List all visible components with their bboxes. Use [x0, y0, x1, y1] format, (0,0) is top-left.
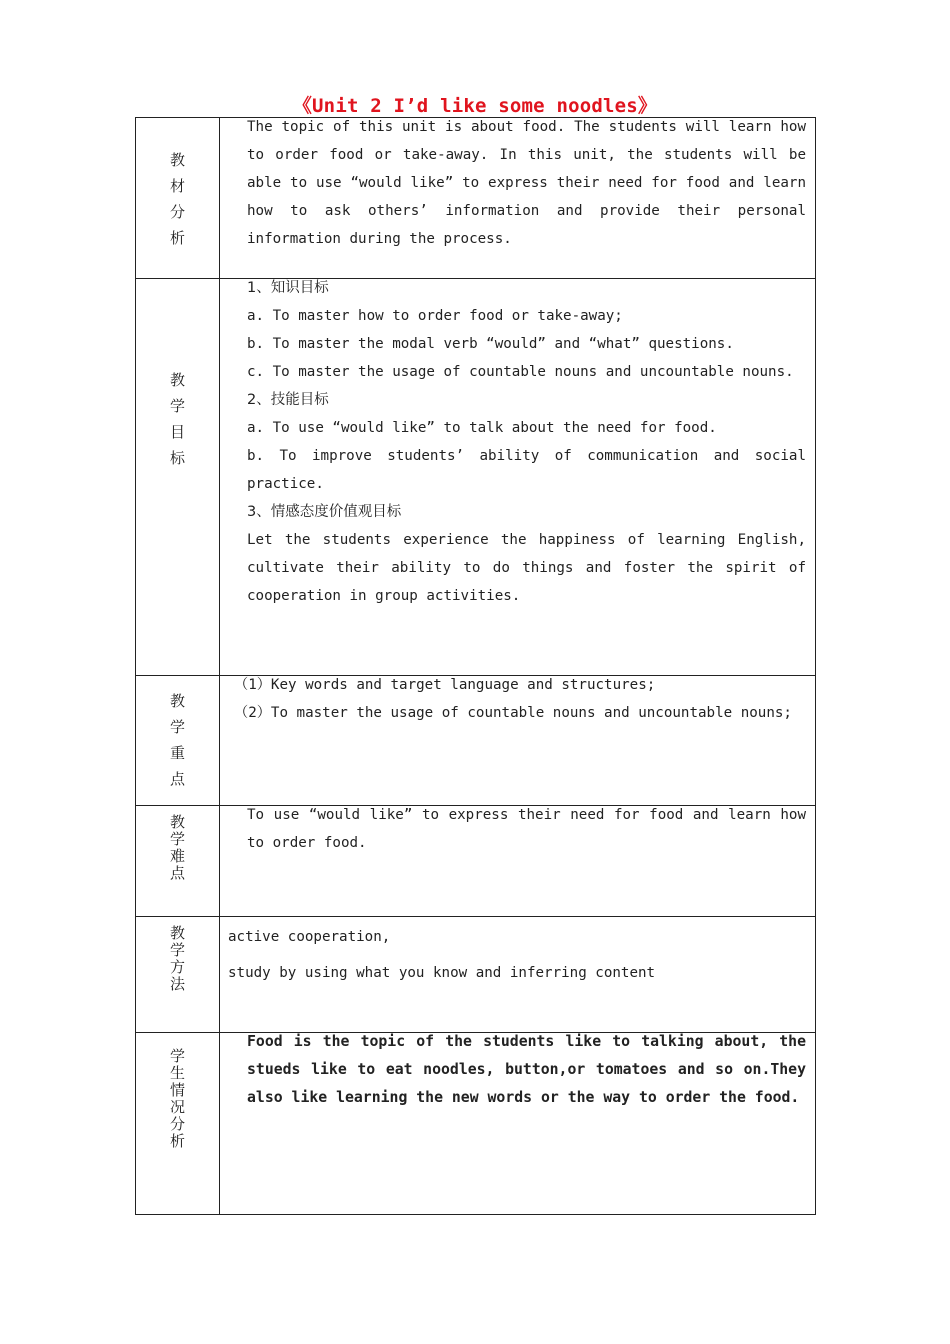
methods-content [220, 919, 815, 991]
label-key-points: 教 学 重 点 [169, 692, 185, 788]
material-analysis-text: The topic of this unit is about food. The students will learn how to order food or take-away. In this unit, the students will be able to use “would like” to express their need for food and learn how to ask others’ information and provide their personal information during the process. [247, 119, 806, 247]
emotion-text: Let the students experience the happiness of learning English, cultivate their ability to do things and foster the spirit of cooperation in group activities. [247, 532, 806, 604]
row-methods [136, 917, 816, 1033]
content-cell-student-analysis [220, 1033, 816, 1215]
method-2: study by using what you know and inferring content [228, 965, 656, 981]
emotion-heading: 3、情感态度价值观目标 [247, 504, 402, 520]
document-title: 《Unit 2 I’d like some noodles》 [292, 95, 658, 117]
row-key-points [136, 676, 816, 806]
content-cell-methods [220, 917, 816, 1033]
key-points-content [220, 671, 815, 727]
key-point-2: （2）To master the usage of countable nouns and uncountable nouns; [234, 705, 792, 721]
difficulties-text: To use “would like” to express their need for food and learn how to order food. [247, 807, 806, 851]
skills-item-a: a. To use “would like” to talk about the need for food. [247, 420, 717, 436]
content-cell-material-analysis [220, 118, 816, 279]
content-cell-key-points [220, 676, 816, 806]
lesson-plan-table [135, 117, 816, 1215]
label-material-analysis: 教 材 分 析 [169, 151, 185, 247]
row-teaching-objectives [136, 279, 816, 676]
label-cell-material-analysis [136, 118, 220, 279]
label-cell-key-points [136, 676, 220, 806]
knowledge-item-a: a. To master how to order food or take-away; [247, 308, 623, 324]
label-teaching-objectives: 教 学 目 标 [169, 371, 185, 467]
label-student-analysis: 学 生 情 况 分 析 [169, 1047, 185, 1150]
label-cell-difficulties [136, 806, 220, 917]
objectives-content [220, 274, 815, 610]
knowledge-heading: 1、知识目标 [247, 280, 329, 296]
row-student-analysis [136, 1033, 816, 1215]
key-point-1: （1）Key words and target language and structures; [234, 677, 656, 693]
label-cell-teaching-objectives [136, 279, 220, 676]
row-difficulties [136, 806, 816, 917]
row-material-analysis [136, 118, 816, 279]
label-difficulties: 教 学 难 点 [169, 813, 185, 882]
student-analysis-text: Food is the topic of the students like to talking about, the stueds like to eat noodles, button,or tomatoes and so on.They also like learning the new words or the way to order the food. [247, 1033, 806, 1106]
method-1: active cooperation, [228, 929, 391, 945]
skills-item-b: b. To improve students’ ability of communication and social practice. [247, 448, 806, 492]
label-cell-student-analysis [136, 1033, 220, 1215]
content-cell-difficulties [220, 806, 816, 917]
label-cell-methods [136, 917, 220, 1033]
content-cell-teaching-objectives [220, 279, 816, 676]
knowledge-item-c: c. To master the usage of countable nouns and uncountable nouns. [247, 364, 794, 380]
skills-heading: 2、技能目标 [247, 392, 329, 408]
label-methods: 教 学 方 法 [169, 924, 185, 993]
knowledge-item-b: b. To master the modal verb “would” and “what” questions. [247, 336, 734, 352]
